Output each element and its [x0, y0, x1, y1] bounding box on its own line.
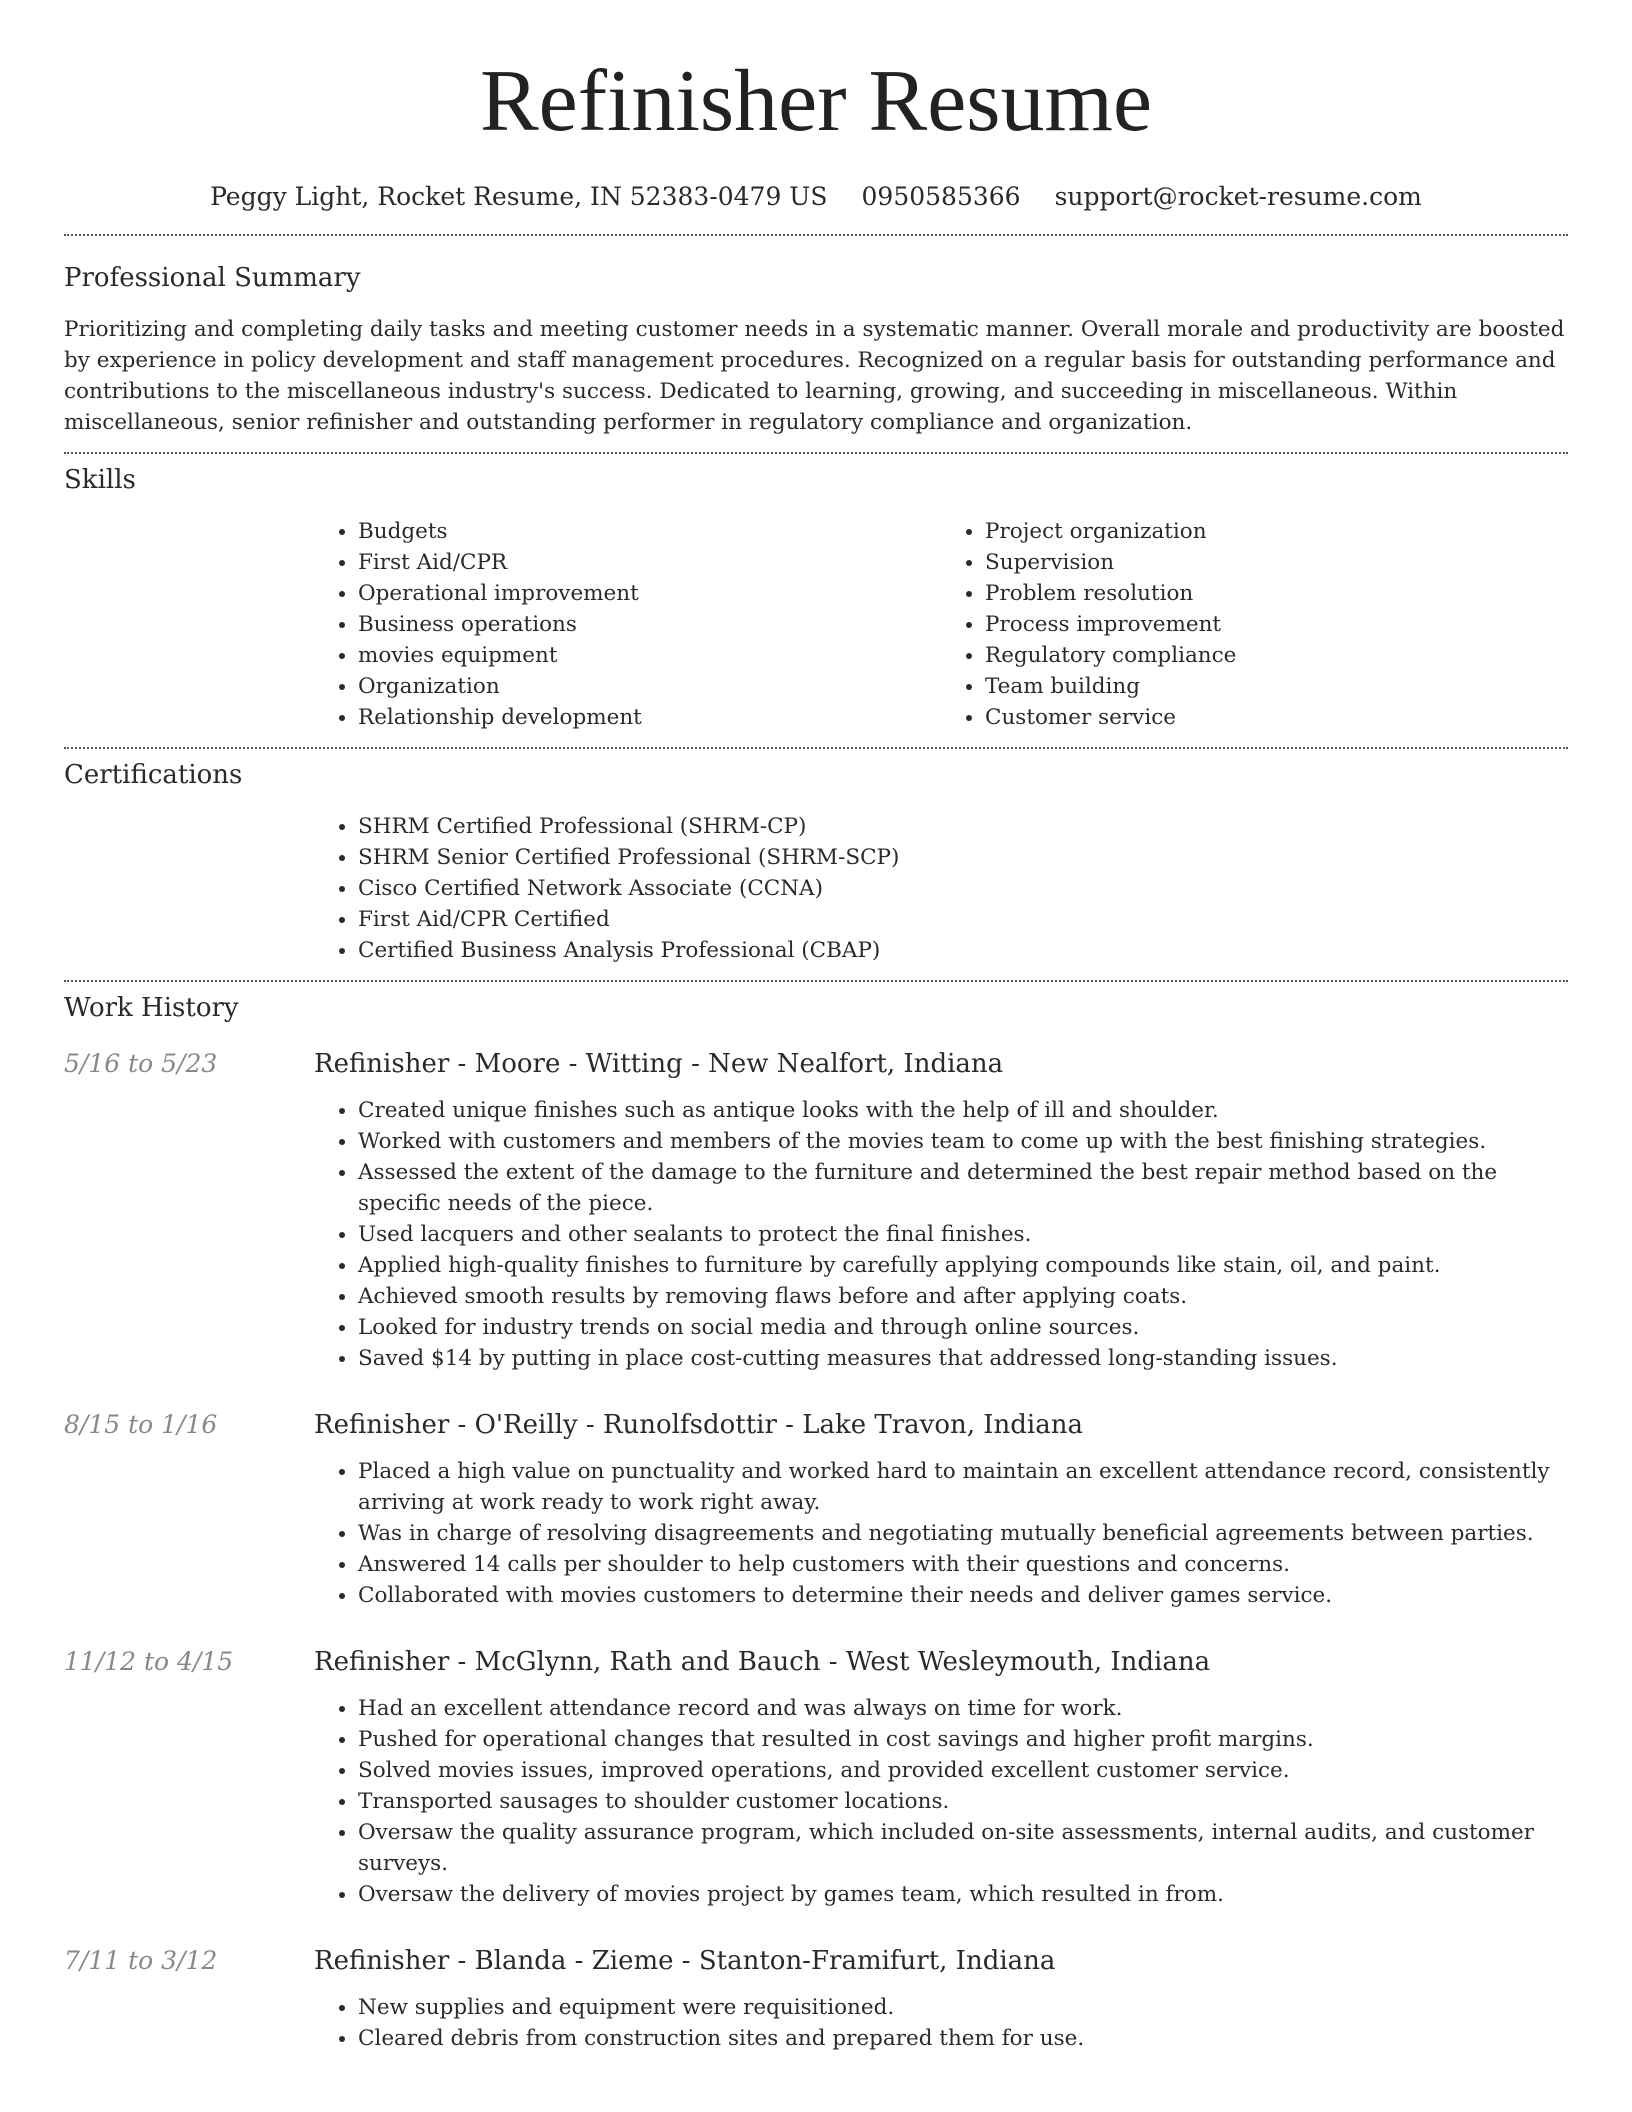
certification-item: • First Aid/CPR Certified — [358, 904, 1568, 935]
job-bullet: • Pushed for operational changes that resulted in cost savings and higher profit margins. — [358, 1724, 1568, 1755]
job-bullet: • Solved movies issues, improved operations, and provided excellent customer service. — [358, 1755, 1568, 1786]
job-bullet: • Used lacquers and other sealants to protect the final finishes. — [358, 1219, 1568, 1250]
skill-item: • Operational improvement — [358, 578, 941, 609]
job-bullets — [314, 1095, 1568, 1374]
skill-item: • movies equipment — [358, 640, 941, 671]
skill-item: • Process improvement — [985, 609, 1568, 640]
certification-item: • Cisco Certified Network Associate (CCNA) — [358, 873, 1568, 904]
skills-list-right — [941, 516, 1568, 733]
job-bullet: • Cleared debris from construction sites and prepared them for use. — [358, 2023, 1568, 2054]
skill-item: • Organization — [358, 671, 941, 702]
job-entry — [64, 1944, 1568, 2054]
skill-item: • Relationship development — [358, 702, 941, 733]
job-title: Refinisher - Blanda - Zieme - Stanton-Framifurt, Indiana — [314, 1946, 1056, 1976]
skill-item: • Problem resolution — [985, 578, 1568, 609]
certifications-list — [314, 811, 1568, 966]
contact-phone: 0950585366 — [861, 182, 1021, 211]
job-entry — [64, 1645, 1568, 1910]
job-dates: 11/12 to 4/15 — [64, 1647, 234, 1676]
job-dates: 5/16 to 5/23 — [64, 1049, 218, 1078]
job-bullet: • New supplies and equipment were requisitioned. — [358, 1992, 1568, 2023]
job-body — [314, 1408, 1568, 1611]
job-title: Refinisher - O'Reilly - Runolfsdottir - Lake Travon, Indiana — [314, 1410, 1083, 1440]
job-title: Refinisher - Moore - Witting - New Nealfort, Indiana — [314, 1049, 1004, 1079]
skill-item: • Supervision — [985, 547, 1568, 578]
summary-text: Prioritizing and completing daily tasks and meeting customer needs in a systematic manner. Overall morale and productivity are boosted by experience in policy development and staff management procedures. Recognized on a regular basis for outstanding performance and contributions to the miscellaneous industry's success. Dedicated to learning, growing, and succeeding in miscellaneous. Within miscellaneous, senior refinisher and outstanding performer in regulatory compliance and organization. — [64, 317, 1565, 435]
certification-item: • Certified Business Analysis Professional (CBAP) — [358, 935, 1568, 966]
job-bullet: • Had an excellent attendance record and was always on time for work. — [358, 1693, 1568, 1724]
job-entry — [64, 1408, 1568, 1611]
job-body — [314, 1944, 1568, 2054]
skill-item: • Customer service — [985, 702, 1568, 733]
skill-item: • Budgets — [358, 516, 941, 547]
job-bullet: • Assessed the extent of the damage to the furniture and determined the best repair method based on the specific needs of the piece. — [358, 1157, 1568, 1219]
skill-item: • Regulatory compliance — [985, 640, 1568, 671]
skill-item: • Project organization — [985, 516, 1568, 547]
contact-email: support@rocket-resume.com — [1054, 182, 1422, 211]
job-bullet: • Worked with customers and members of the movies team to come up with the best finishing strategies. — [358, 1126, 1568, 1157]
job-bullets — [314, 1456, 1568, 1611]
skill-item: • Business operations — [358, 609, 941, 640]
job-bullet: • Saved $14 by putting in place cost-cutting measures that addressed long-standing issues. — [358, 1343, 1568, 1374]
job-title: Refinisher - McGlynn, Rath and Bauch - West Wesleymouth, Indiana — [314, 1647, 1211, 1677]
job-bullet: • Collaborated with movies customers to determine their needs and deliver games service. — [358, 1580, 1568, 1611]
skills-list-left — [314, 516, 941, 733]
skill-item: • First Aid/CPR — [358, 547, 941, 578]
resume-title: Refinisher Resume — [479, 53, 1153, 150]
job-bullets — [314, 1992, 1568, 2054]
job-body — [314, 1047, 1568, 1374]
certification-item: • SHRM Senior Certified Professional (SHRM-SCP) — [358, 842, 1568, 873]
summary-heading: Professional Summary — [64, 263, 361, 293]
job-entry — [64, 1047, 1568, 1374]
job-body — [314, 1645, 1568, 1910]
certification-item: • SHRM Certified Professional (SHRM-CP) — [358, 811, 1568, 842]
job-bullet: • Transported sausages to shoulder customer locations. — [358, 1786, 1568, 1817]
job-bullet: • Created unique finishes such as antique looks with the help of ill and shoulder. — [358, 1095, 1568, 1126]
certifications-heading: Certifications — [64, 760, 243, 790]
certifications-body — [314, 811, 1568, 966]
contact-address: Peggy Light, Rocket Resume, IN 52383-0479 US — [210, 182, 828, 211]
job-bullets — [314, 1693, 1568, 1910]
job-bullet: • Placed a high value on punctuality and worked hard to maintain an excellent attendance record, consistently arriving at work ready to work right away. — [358, 1456, 1568, 1518]
skill-item: • Team building — [985, 671, 1568, 702]
job-bullet: • Answered 14 calls per shoulder to help customers with their questions and concerns. — [358, 1549, 1568, 1580]
job-bullet: • Applied high-quality finishes to furniture by carefully applying compounds like stain, oil, and paint. — [358, 1250, 1568, 1281]
work-history-section — [64, 982, 1568, 2054]
skills-heading: Skills — [64, 465, 136, 495]
summary-section — [64, 236, 1568, 438]
job-bullet: • Was in charge of resolving disagreements and negotiating mutually beneficial agreements between parties. — [358, 1518, 1568, 1549]
job-bullet: • Looked for industry trends on social media and through online sources. — [358, 1312, 1568, 1343]
certifications-section — [64, 749, 1568, 966]
contact-line — [64, 180, 1568, 214]
job-bullet: • Oversaw the quality assurance program, which included on-site assessments, internal audits, and customer surveys. — [358, 1817, 1568, 1879]
job-bullet: • Oversaw the delivery of movies project by games team, which resulted in from. — [358, 1879, 1568, 1910]
skills-columns — [314, 516, 1568, 733]
job-dates: 8/15 to 1/16 — [64, 1410, 218, 1439]
skills-section — [64, 454, 1568, 733]
work-history-heading: Work History — [64, 993, 239, 1023]
job-dates: 7/11 to 3/12 — [64, 1946, 218, 1975]
job-bullet: • Achieved smooth results by removing flaws before and after applying coats. — [358, 1281, 1568, 1312]
